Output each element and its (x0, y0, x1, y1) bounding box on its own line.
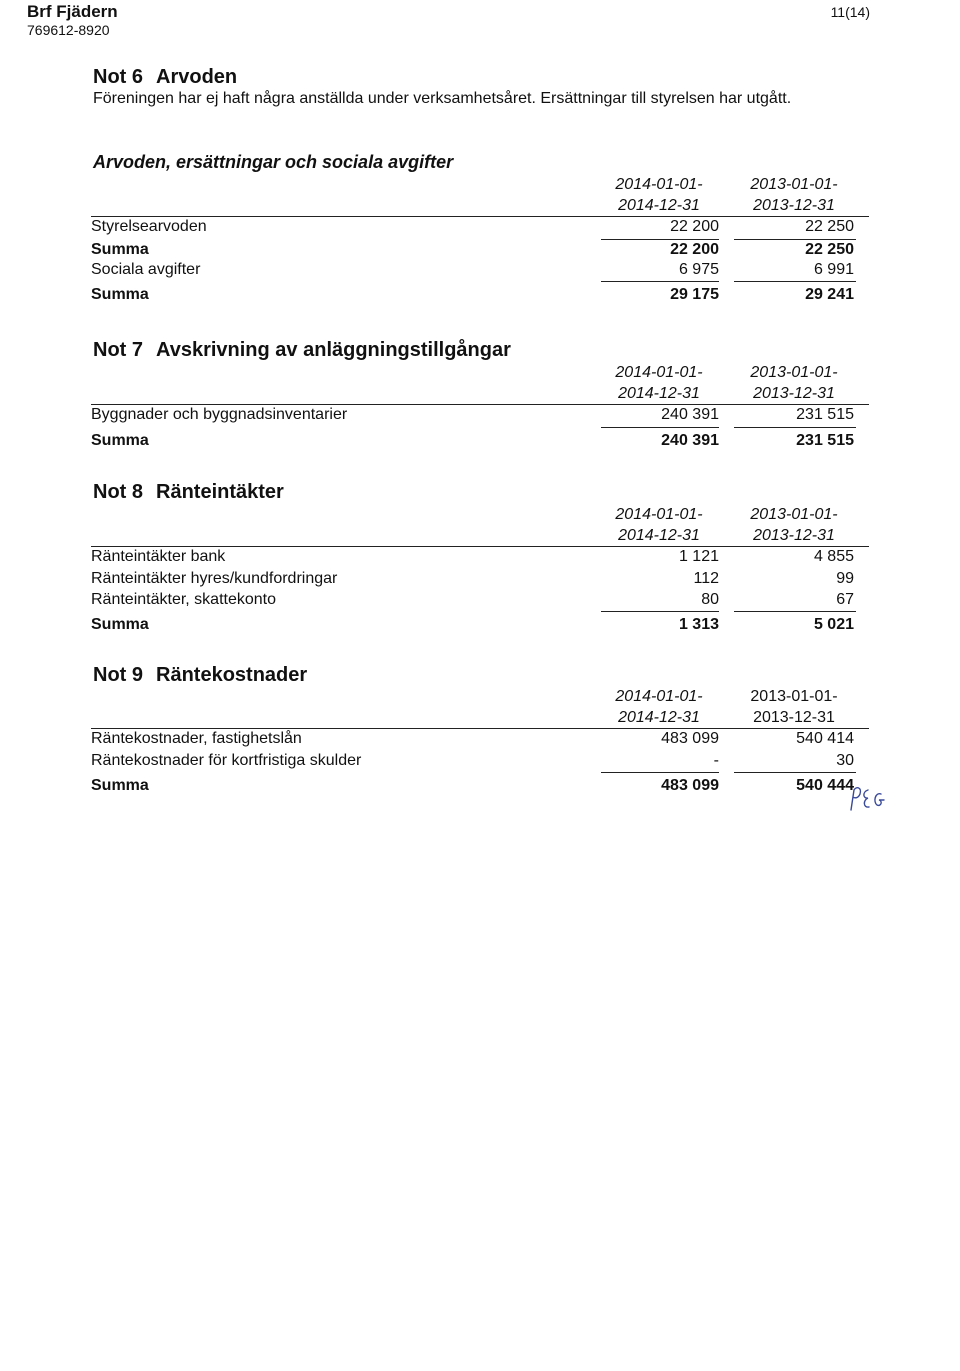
period-header-start (91, 686, 869, 707)
row-value-2013: 29 241 (805, 286, 854, 303)
row-value-2013: 231 515 (796, 432, 854, 449)
table-row (91, 728, 869, 750)
note-8-title: Ränteintäkter (156, 481, 284, 503)
period-current-end: 2014-12-31 (618, 385, 700, 402)
row-label: Styrelsearvoden (91, 218, 207, 235)
row-label: Ränteintäkter hyres/kundfordringar (91, 570, 338, 587)
note-9-title: Räntekostnader (156, 664, 308, 686)
row-value-2014: 240 391 (661, 406, 719, 423)
row-value-2013: 22 250 (805, 241, 854, 258)
row-value-2014: 240 391 (661, 432, 719, 449)
sum-row (91, 238, 869, 259)
row-label: Ränteintäkter, skattekonto (91, 591, 276, 608)
period-header-end (91, 195, 869, 216)
period-current-start: 2014-01-01- (615, 364, 703, 381)
period-prior-start: 2013-01-01- (750, 364, 838, 381)
row-value-2014: - (713, 752, 719, 769)
row-label: Räntekostnader, fastighetslån (91, 730, 302, 747)
period-header-end (91, 525, 869, 546)
row-value-2013: 5 021 (813, 616, 854, 633)
note-6-heading (93, 66, 237, 89)
page-number: 11(14) (830, 4, 870, 20)
note-7-heading (93, 339, 511, 362)
note-7-table (91, 362, 869, 452)
period-header-start (91, 504, 869, 525)
row-value-2014: 6 975 (678, 261, 719, 278)
table-row (91, 259, 869, 280)
row-value-2014: 483 099 (661, 777, 719, 794)
handwritten-initials (848, 780, 888, 820)
row-value-2014: 1 313 (678, 616, 719, 633)
period-prior-start: 2013-01-01- (750, 688, 838, 705)
period-prior-end: 2013-12-31 (753, 527, 835, 544)
note-6-text: Föreningen har ej haft några anställda under verksamhetsåret. Ersättningar till styrelsen har utgått. (93, 90, 792, 107)
note-9-heading (93, 664, 307, 687)
sum-row (91, 426, 869, 452)
row-value-2014: 29 175 (670, 286, 719, 303)
note-8-table (91, 504, 869, 636)
period-current-end: 2014-12-31 (618, 709, 700, 726)
note-7-title: Avskrivning av anläggningstillgångar (156, 339, 511, 361)
row-value-2014: 112 (693, 570, 719, 587)
note-7-number: Not 7 (93, 339, 143, 361)
note-9-table (91, 686, 869, 797)
row-value-2013: 540 414 (796, 730, 854, 747)
period-current-start: 2014-01-01- (615, 176, 703, 193)
period-header-end (91, 383, 869, 404)
table-row (91, 589, 869, 610)
row-value-2013: 67 (836, 591, 854, 608)
row-label: Summa (91, 432, 149, 449)
note-8-number: Not 8 (93, 481, 143, 503)
org-name: Brf Fjädern (27, 2, 118, 21)
table-row (91, 404, 869, 426)
period-header-end (91, 707, 869, 728)
row-value-2014: 22 200 (670, 218, 719, 235)
row-value-2013: 6 991 (813, 261, 854, 278)
note-6-title: Arvoden (156, 66, 238, 88)
row-label: Ränteintäkter bank (91, 548, 226, 565)
period-current-start: 2014-01-01- (615, 688, 703, 705)
row-label: Byggnader och byggnadsinventarier (91, 406, 348, 423)
note-6-subheading: Arvoden, ersättningar och sociala avgifter (93, 152, 454, 172)
table-row (91, 546, 869, 568)
period-prior-start: 2013-01-01- (750, 506, 838, 523)
row-label: Summa (91, 777, 149, 794)
period-current-end: 2014-12-31 (618, 197, 700, 214)
org-number: 769612-8920 (27, 22, 110, 38)
row-value-2014: 22 200 (670, 241, 719, 258)
row-value-2014: 80 (701, 591, 719, 608)
note-9-number: Not 9 (93, 664, 143, 686)
row-value-2013: 22 250 (805, 218, 854, 235)
period-current-end: 2014-12-31 (618, 527, 700, 544)
period-header-start (91, 362, 869, 383)
table-row (91, 568, 869, 589)
row-label: Summa (91, 241, 149, 258)
period-prior-end: 2013-12-31 (753, 385, 835, 402)
period-current-start: 2014-01-01- (615, 506, 703, 523)
table-row (91, 216, 869, 238)
sum-row (91, 280, 869, 306)
note-6-table (91, 174, 869, 306)
period-header-start (91, 174, 869, 195)
row-label: Summa (91, 286, 149, 303)
period-prior-start: 2013-01-01- (750, 176, 838, 193)
row-label: Summa (91, 616, 149, 633)
period-prior-end: 2013-12-31 (753, 709, 835, 726)
row-value-2013: 99 (836, 570, 854, 587)
row-value-2013: 540 444 (796, 777, 854, 794)
row-label: Sociala avgifter (91, 261, 201, 278)
table-row (91, 750, 869, 771)
row-value-2013: 30 (836, 752, 854, 769)
sum-row (91, 771, 869, 797)
note-8-heading (93, 481, 284, 504)
row-value-2013: 4 855 (813, 548, 854, 565)
row-value-2014: 483 099 (661, 730, 719, 747)
sum-row (91, 610, 869, 636)
row-label: Räntekostnader för kortfristiga skulder (91, 752, 362, 769)
row-value-2014: 1 121 (678, 548, 719, 565)
period-prior-end: 2013-12-31 (753, 197, 835, 214)
row-value-2013: 231 515 (796, 406, 854, 423)
note-6-number: Not 6 (93, 66, 143, 88)
